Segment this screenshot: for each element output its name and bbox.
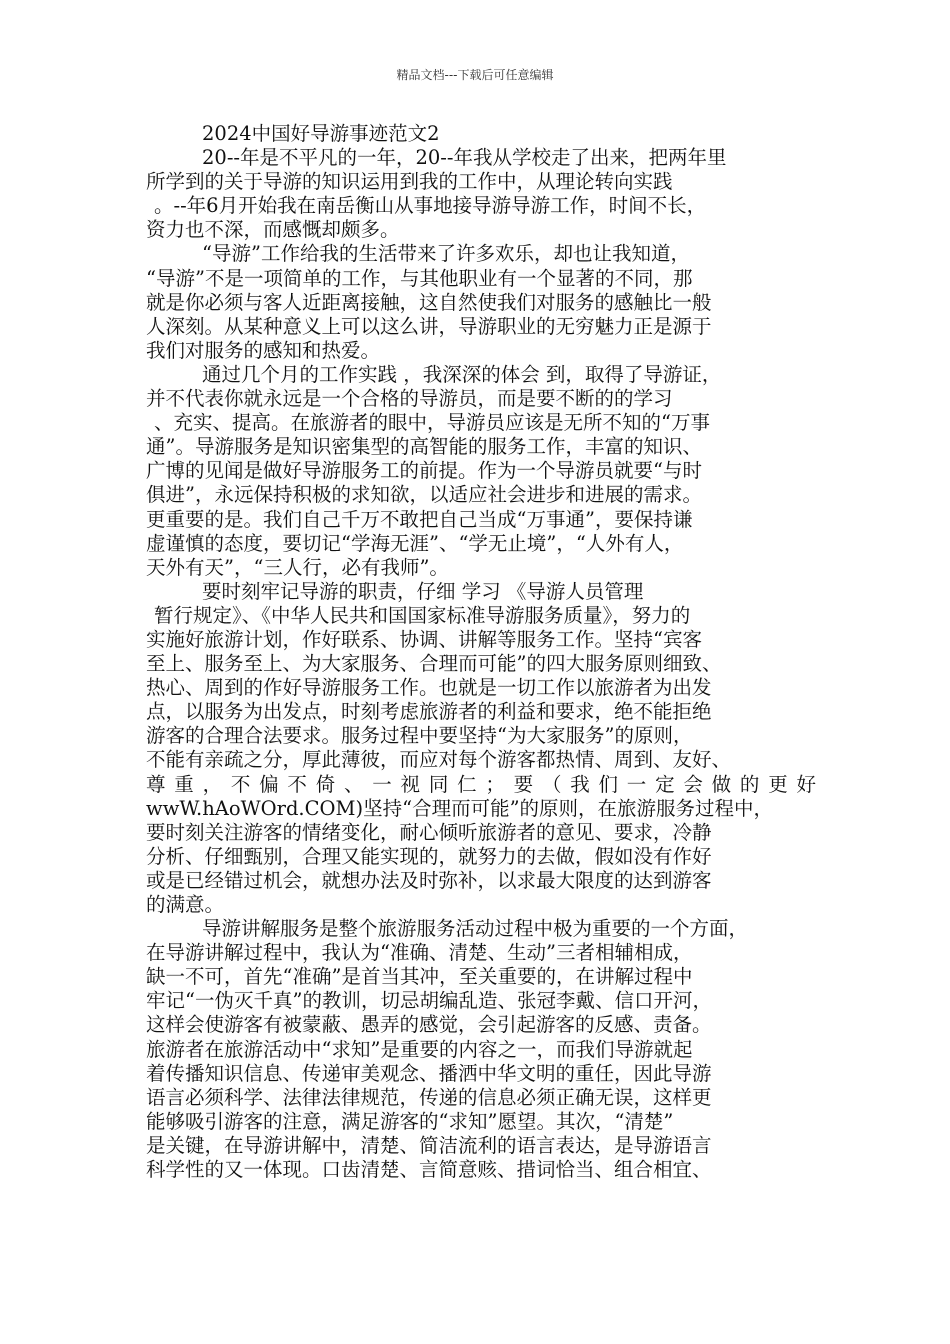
- text-line: 更重要的是。我们自己千万不敢把自己当成“万事通”，要保持谦: [146, 507, 693, 531]
- document-title: 2024中国好导游事迹范文2: [202, 122, 440, 145]
- text-line: 科学性的又一体现。口齿清楚、言简意赅、措词恰当、组合相宜、: [146, 1158, 712, 1182]
- text-line: 的满意。: [146, 893, 225, 916]
- text-line: 着传播知识信息、传递审美观念、播洒中华文明的重任，因此导游: [146, 1061, 712, 1085]
- text-line: 或是已经错过机会，就想办法及时弥补，以求最大限度的达到游客: [146, 868, 712, 892]
- text-line: 。--年6月开始我在南岳衡山从事地接导游导游工作，时间不长，: [154, 194, 707, 218]
- text-line: 就是你必须与客人近距离接触，这自然使我们对服务的感触比一般: [146, 290, 712, 314]
- text-line: 能够吸引游客的注意，满足游客的“求知”愿望。其次，“清楚”: [146, 1109, 674, 1133]
- text-line: 、充实、提高。在旅游者的眼中，导游员应该是无所不知的“万事: [154, 411, 710, 435]
- text-line: 在导游讲解过程中，我认为“准确、清楚、生动”三者相辅相成，: [146, 941, 693, 965]
- text-line: 实施好旅游计划，作好联系、协调、讲解等服务工作。坚持“宾客: [146, 627, 702, 651]
- text-line: 天外有天”，“三人行，必有我师”。: [146, 555, 449, 579]
- text-line: 这样会使游客有被蒙蔽、愚弄的感觉，会引起游客的反感、责备。: [146, 1013, 712, 1037]
- text-line: 要时刻关注游客的情绪变化，耐心倾听旅游者的意见、要求，冷静: [146, 820, 712, 844]
- document-body: [146, 122, 816, 1182]
- text-line: 通过几个月的工作实践 ，我深深的体会 到，取得了导游证，: [202, 362, 722, 386]
- text-line: 导游讲解服务是整个旅游服务活动过程中极为重要的一个方面，: [202, 917, 749, 941]
- text-line: “导游”不是一项简单的工作，与其他职业有一个显著的不同，那: [146, 266, 693, 290]
- text-line: 并不代表你就永远是一个合格的导游员，而是要不断的的学习: [146, 387, 673, 411]
- text-line: 所学到的关于导游的知识运用到我的工作中，从理论转向实践: [146, 170, 673, 194]
- text-line: 俱进”，永远保持积极的求知欲，以适应社会进步和进展的需求。: [146, 483, 702, 507]
- text-line: wwW.hAoWOrd.COM)坚持“合理而可能”的原则，在旅游服务过程中，: [146, 796, 774, 820]
- text-line: 语言必须科学、法律法律规范，传递的信息必须正确无误，这样更: [146, 1085, 712, 1109]
- text-line: 分析、仔细甄别，合理又能实现的，就努力的去做，假如没有作好: [146, 844, 712, 868]
- text-line: 热心、周到的作好导游服务工作。也就是一切工作以旅游者为出发: [146, 676, 712, 700]
- text-line: 虚谨慎的态度，要切记“学海无涯”、“学无止境”，“人外有人，: [146, 531, 684, 555]
- text-line: “导游”工作给我的生活带来了许多欢乐，却也让我知道，: [202, 242, 690, 266]
- text-line: 人深刻。从某种意义上可以这么讲，导游职业的无穷魅力正是源于: [146, 314, 712, 338]
- text-line: 我们对服务的感知和热爱。: [146, 338, 381, 362]
- text-line: 广博的见闻是做好导游服务工的前提。作为一个导游员就要“与时: [146, 459, 702, 483]
- text-line: 暂行规定》、《中华人民共和国国家标准导游服务质量》，努力的: [154, 603, 691, 627]
- text-line: 牢记“一伪灭千真”的教训，切忌胡编乱造、张冠李戴、信口开河，: [146, 989, 712, 1013]
- text-line: 不能有亲疏之分，厚此薄彼，而应对每个游客都热情、周到、友好、: [146, 748, 732, 772]
- text-line: 通”。导游服务是知识密集型的高智能的服务工作，丰富的知识、: [146, 435, 702, 459]
- text-line: 点，以服务为出发点，时刻考虑旅游者的利益和要求，绝不能拒绝: [146, 700, 712, 724]
- text-line: 资力也不深，而感慨却颇多。: [146, 218, 400, 242]
- text-line: 20--年是不平凡的一年，20--年我从学校走了出来，把两年里: [202, 146, 727, 170]
- text-line: 缺一不可，首先“准确”是首当其冲，至关重要的，在讲解过程中: [146, 965, 693, 989]
- text-line: 是关键，在导游讲解中，清楚、简洁流利的语言表达，是导游语言: [146, 1133, 712, 1157]
- page-header: 精品文档---下载后可任意编辑: [396, 68, 554, 82]
- text-line: 要时刻牢记导游的职责，仔细 学习 《导游人员管理: [202, 579, 644, 603]
- text-line: 旅游者在旅游活动中“求知”是重要的内容之一，而我们导游就起: [146, 1037, 693, 1061]
- text-line: 尊重，不偏不倚、一视同仁；要（我们一定会做的更好: [146, 772, 816, 796]
- text-line: 游客的合理合法要求。服务过程中要坚持“为大家服务”的原则，: [146, 724, 693, 748]
- text-line: 至上、服务至上、为大家服务、合理而可能”的四大服务原则细致、: [146, 652, 722, 676]
